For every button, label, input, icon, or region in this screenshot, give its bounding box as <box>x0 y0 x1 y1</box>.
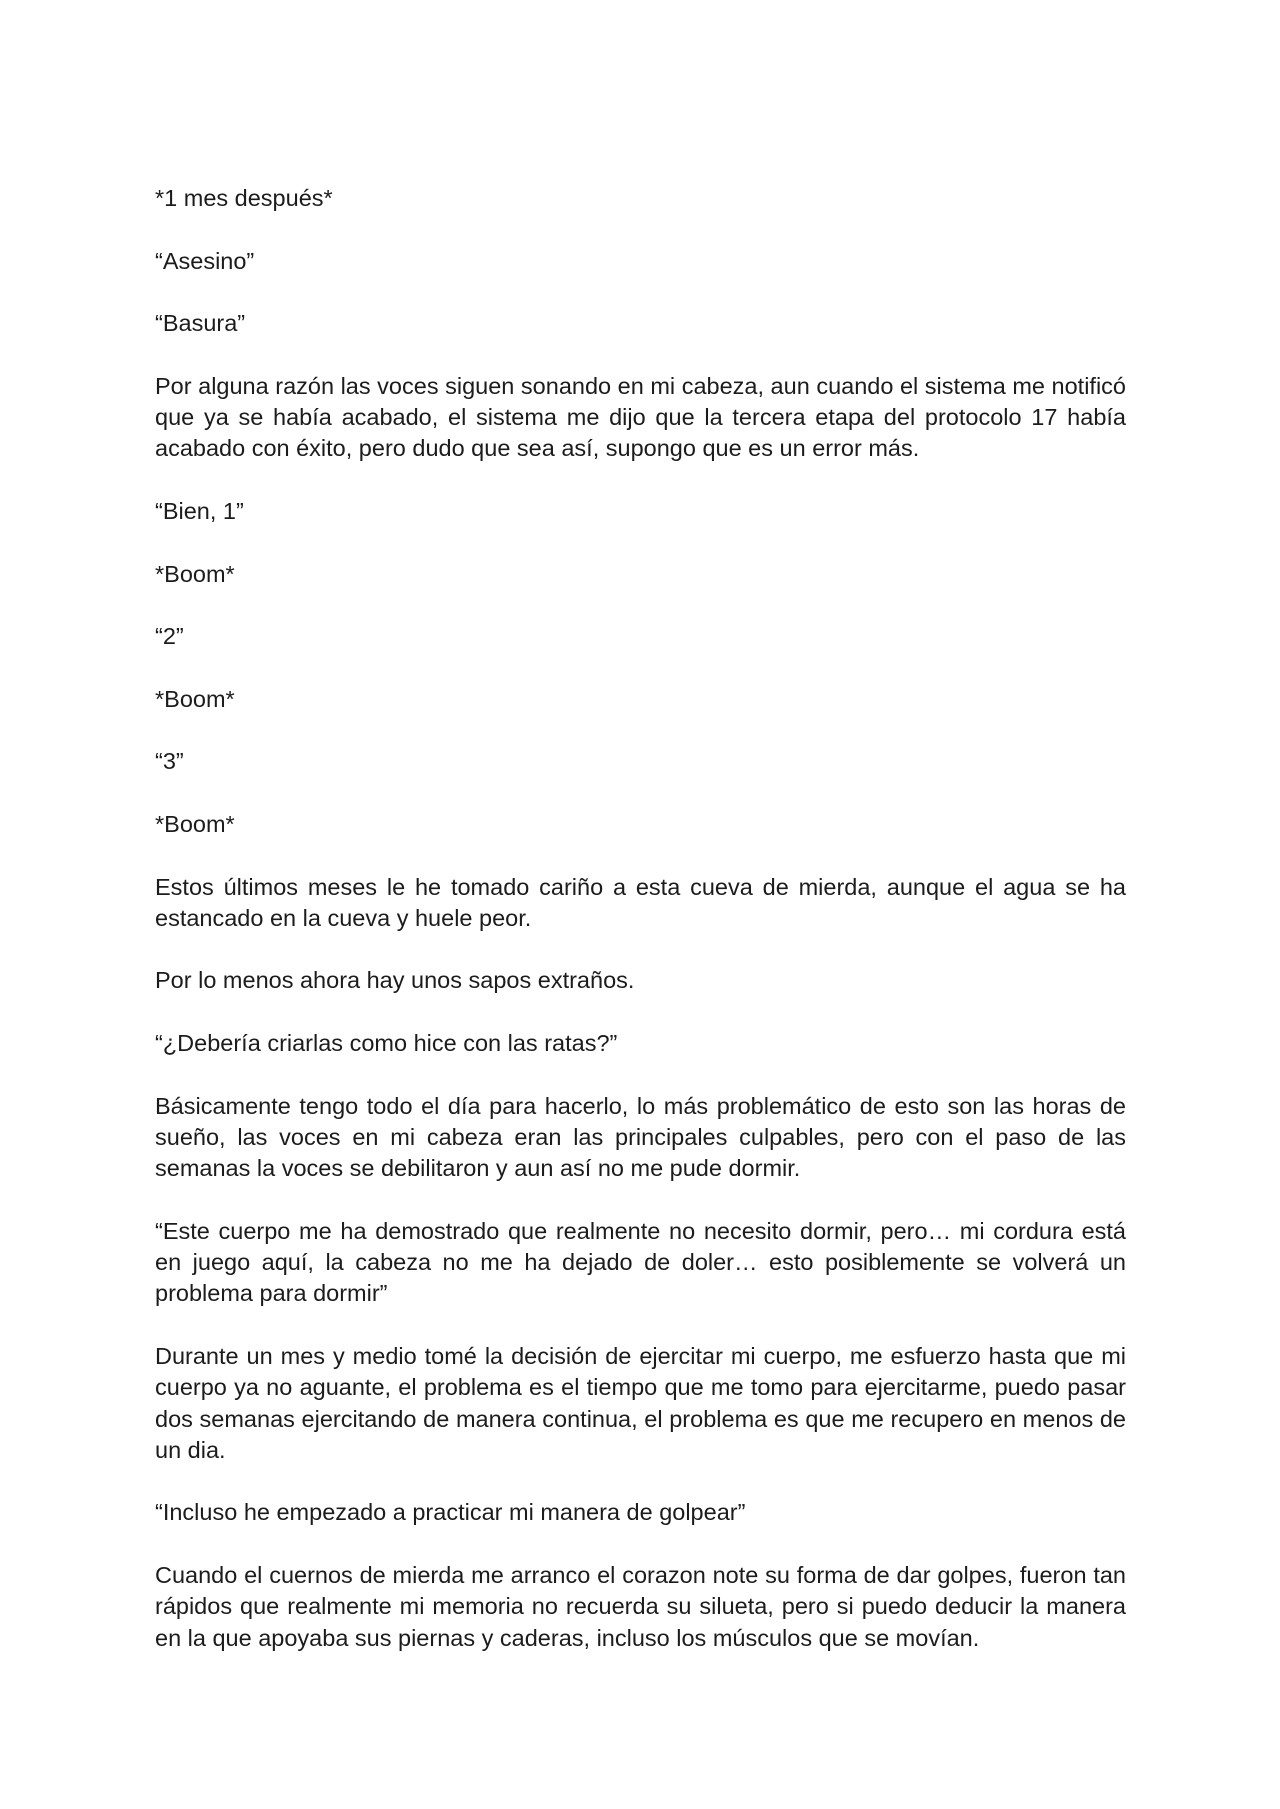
dialogue-line: “2” <box>155 623 184 650</box>
sound-effect: *Boom* <box>155 810 235 837</box>
narrative-paragraph: Por alguna razón las voces siguen sonando en mi cabeza, aun cuando el sistema me notificó que ya se había acabado, el sistema me dijo que la tercera etapa del protocolo 17 había acabado con éxito, pero dudo que sea así, supongo que es un error más. <box>155 372 1126 462</box>
dialogue-line: “Basura” <box>155 310 246 337</box>
narrative-paragraph: Básicamente tengo todo el día para hacerlo, lo más problemático de esto son las horas de sueño, las voces en mi cabeza eran las principales culpables, pero con el paso de las semanas la voces se debilitaron y aun así no me pude dormir. <box>155 1092 1126 1182</box>
dialogue-paragraph: “Este cuerpo me ha demostrado que realmente no necesito dormir, pero… mi cordura está en juego aquí, la cabeza no me ha dejado de doler… esto posiblemente se volverá un problema para dormir” <box>155 1217 1126 1307</box>
sound-effect: *Boom* <box>155 560 235 587</box>
dialogue-line: “¿Debería criarlas como hice con las ratas?” <box>155 1030 618 1057</box>
time-skip-heading: *1 mes después* <box>155 185 333 211</box>
narrative-paragraph: Estos últimos meses le he tomado cariño a esta cueva de mierda, aunque el agua se ha estancado en la cueva y huele peor. <box>155 873 1126 931</box>
narrative-paragraph: Por lo menos ahora hay unos sapos extraños. <box>155 967 635 994</box>
document-body <box>155 183 1126 1685</box>
dialogue-line: “Incluso he empezado a practicar mi manera de golpear” <box>155 1499 746 1526</box>
sound-effect: *Boom* <box>155 685 235 712</box>
narrative-paragraph: Cuando el cuernos de mierda me arranco el corazon note su forma de dar golpes, fueron tan rápidos que realmente mi memoria no recuerda su silueta, pero si puedo deducir la manera en la que apoyaba sus piernas y caderas, incluso los músculos que se movían. <box>155 1562 1126 1651</box>
dialogue-line: “Bien, 1” <box>155 497 244 524</box>
dialogue-line: “3” <box>155 748 184 775</box>
narrative-paragraph: Durante un mes y medio tomé la decisión de ejercitar mi cuerpo, me esfuerzo hasta que mi cuerpo ya no aguante, el problema es el tiempo que me tomo para ejercitarme, puedo pasar dos semanas ejercitando de manera continua, el problema es que me recupero en menos de un dia. <box>155 1342 1126 1463</box>
dialogue-line: “Asesino” <box>155 247 255 274</box>
